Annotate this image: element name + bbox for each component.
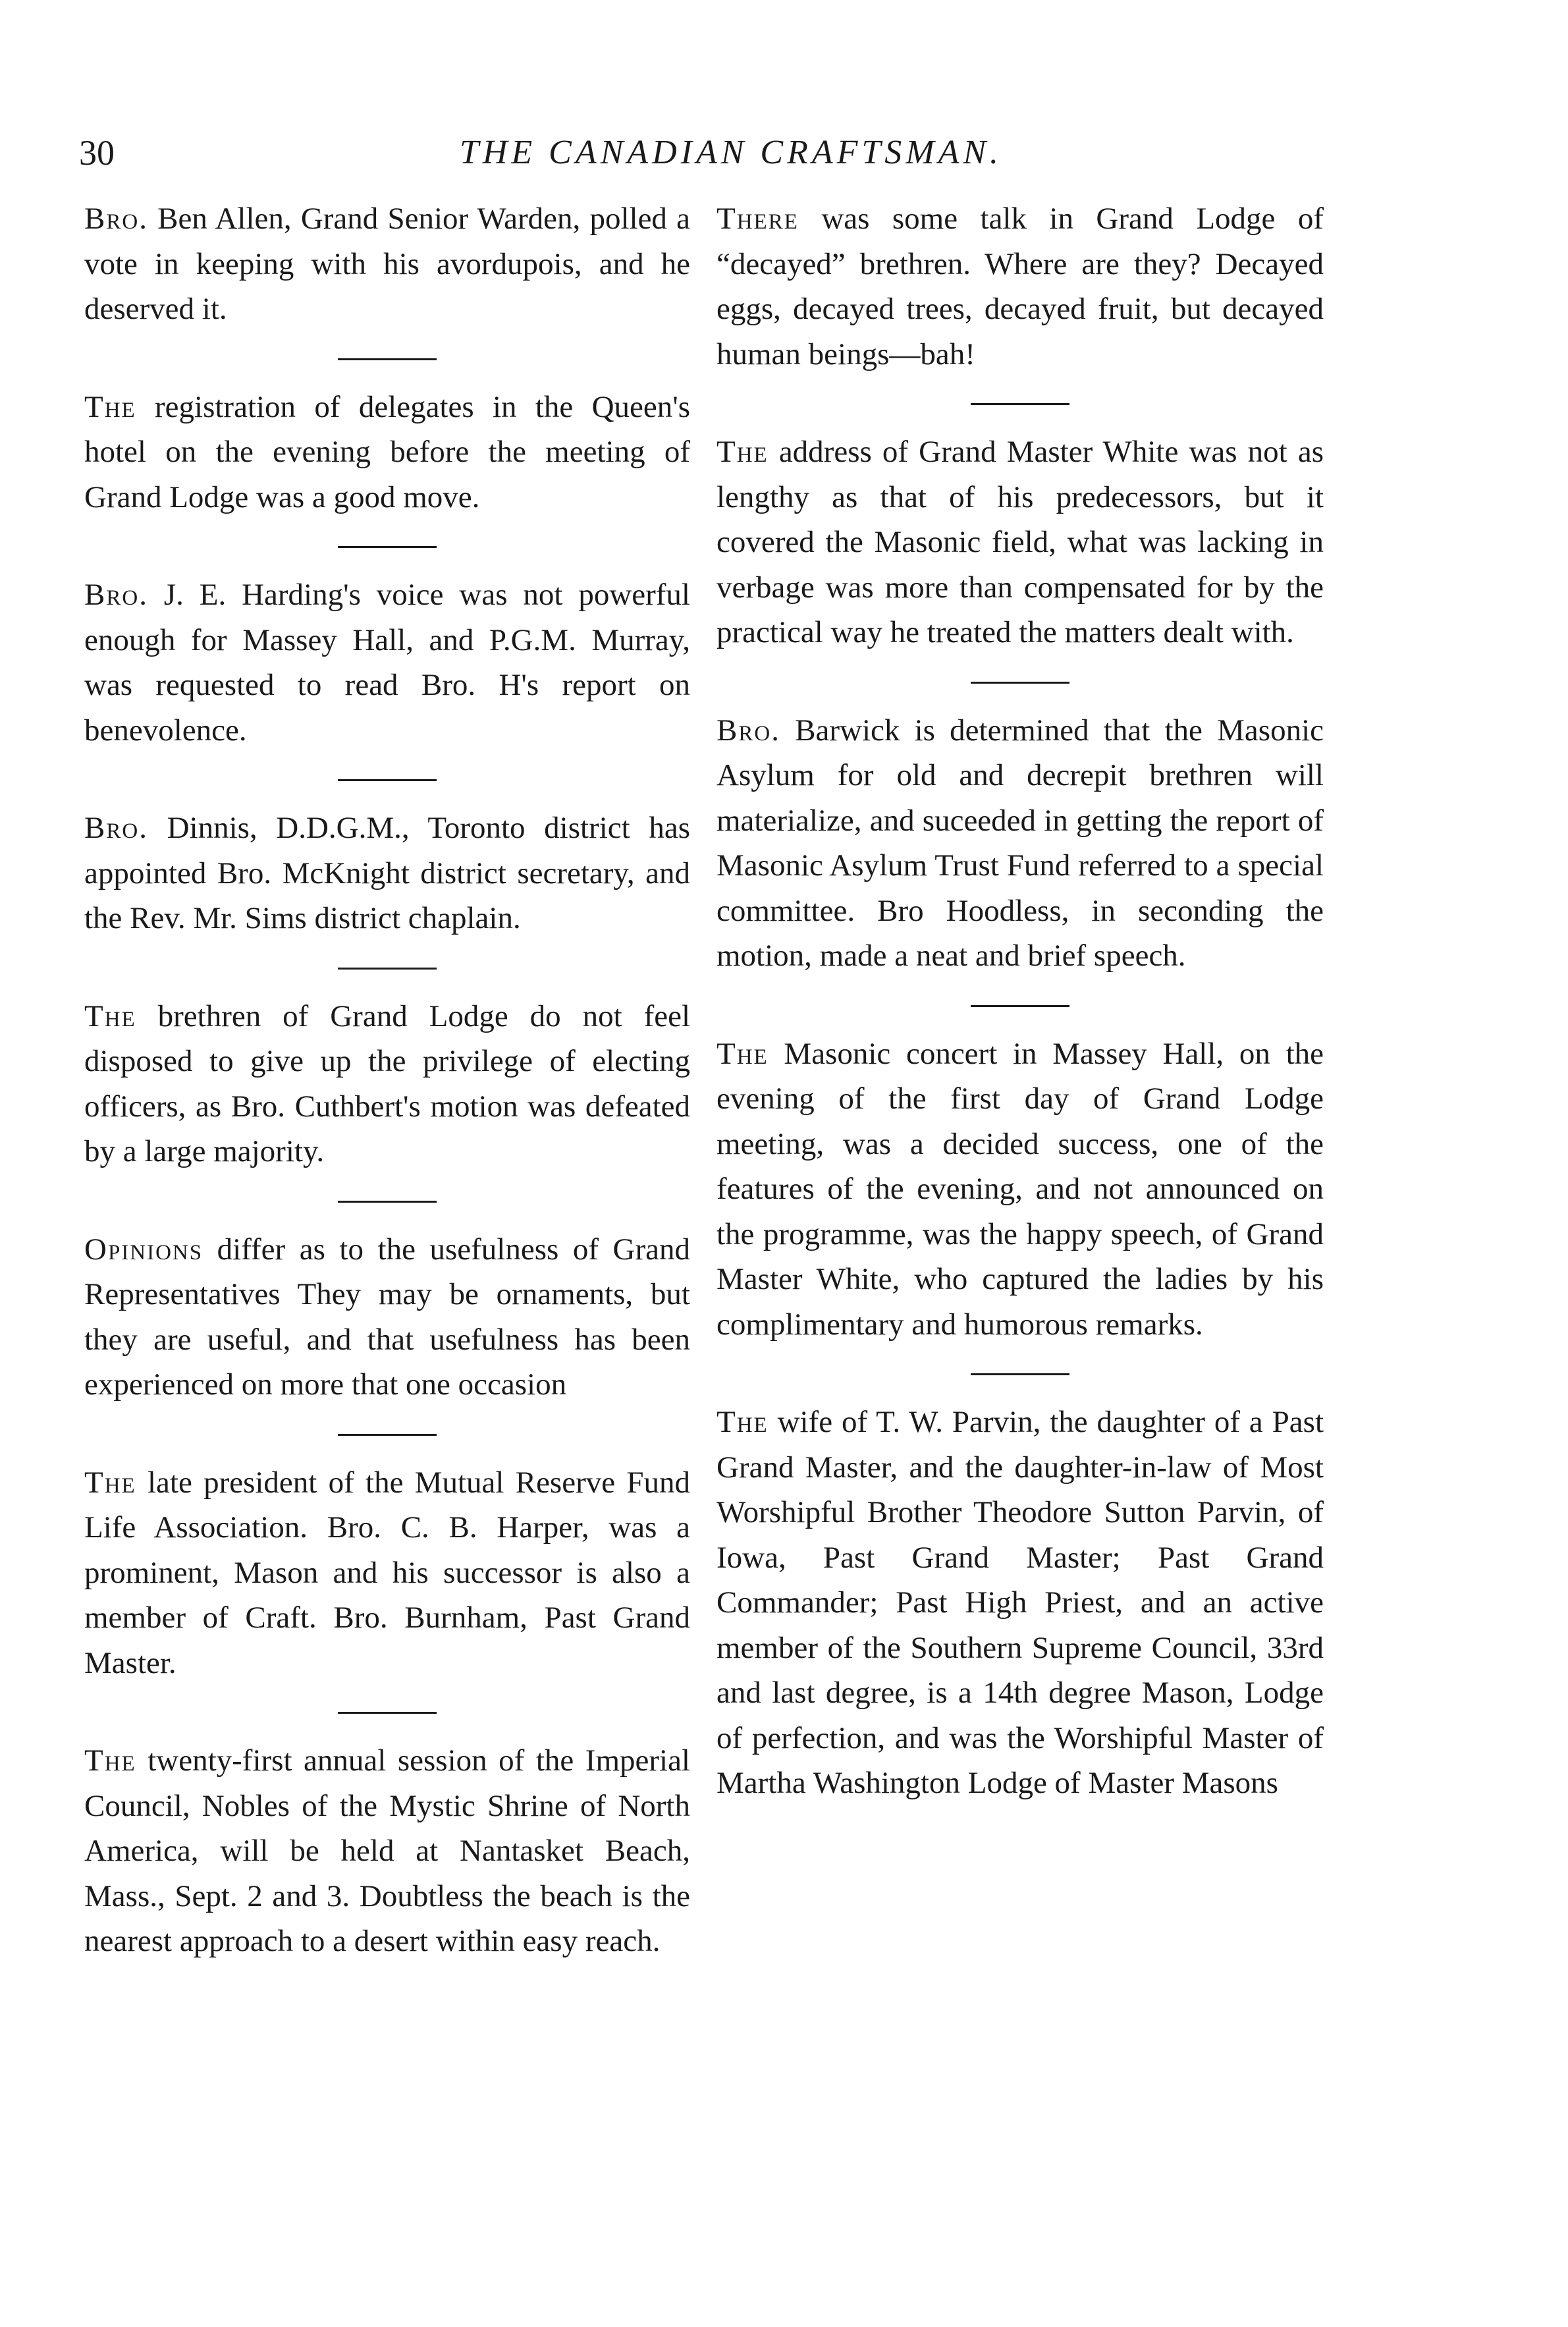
separator-rule: [338, 968, 437, 970]
separator-rule: [338, 358, 437, 360]
item-text: wife of T. W. Parvin, the daughter of a Past Grand Master, and the daughter-in-law of Most Worshipful Brother Theodore Sutton Parvin, of Iowa, Past Grand Master; Past Grand Commander; Past High Priest, and an active member of the Southern Supreme Council, 33rd and last degree, is a 14th degree Mason, Lodge of perfection, and was the Worshipful Master of Martha Washington Lodge of Master Masons: [716, 1405, 1324, 1800]
item-lead: The: [716, 435, 769, 469]
item-text: Dinnis, D.D.G.M., Toronto district has appointed Bro. McKnight district secretary, and the Rev. Mr. Sims district chaplain.: [84, 811, 690, 935]
right-column: [716, 196, 1324, 1806]
news-item: [84, 1738, 690, 1964]
separator-rule: [338, 1434, 437, 1436]
item-text: Masonic concert in Massey Hall, on the evening of the first day of Grand Lodge meeting, was a decided success, one of the features of the evening, and not announced on the programme, was the happy speech, of Grand Master White, who captured the ladies by his complimentary and humorous remarks.: [716, 1036, 1324, 1342]
item-text: was some talk in Grand Lodge of “decayed” brethren. Where are they? Decayed eggs, decayed trees, decayed fruit, but decayed human beings—bah!: [716, 202, 1324, 371]
item-text: differ as to the usefulness of Grand Representatives They may be ornaments, but they are useful, and that usefulness has been experienced on more that one occasion: [84, 1232, 690, 1402]
separator-rule: [971, 1005, 1069, 1007]
separator-rule: [338, 1712, 437, 1714]
item-lead: The: [84, 389, 136, 424]
separator-rule: [971, 403, 1069, 405]
item-text: registration of delegates in the Queen's hotel on the evening before the meeting of Grand Lodge was a good move.: [84, 389, 690, 514]
news-item: [716, 1400, 1324, 1806]
item-lead: The: [84, 1743, 136, 1778]
item-text: twenty-first annual session of the Imperial Council, Nobles of the Mystic Shrine of North America, will be held at Nantasket Beach, Mass., Sept. 2 and 3. Doubtless the beach is the nearest approach to a desert within easy reach.: [84, 1743, 690, 1958]
item-text: late president of the Mutual Reserve Fund Life Association. Bro. C. B. Harper, was a prominent, Mason and his successor is also a member of Craft. Bro. Burnham, Past Grand Master.: [84, 1465, 690, 1680]
item-lead: The: [84, 999, 136, 1033]
news-item: [84, 806, 690, 941]
item-lead: The: [84, 1465, 136, 1500]
item-lead: Bro.: [84, 202, 148, 236]
separator-rule: [971, 682, 1069, 684]
news-item: [84, 196, 690, 332]
item-lead: Bro.: [84, 578, 148, 612]
item-lead: There: [716, 202, 799, 236]
item-text: address of Grand Master White was not as lengthy as that of his predecessors, but it covered the Masonic field, what was lacking in verbage was more than compensated for by the practical way he treated the matters dealt with.: [716, 435, 1324, 649]
item-lead: The: [716, 1036, 769, 1071]
item-lead: Bro.: [716, 713, 780, 748]
item-text: Ben Allen, Grand Senior Warden, polled a vote in keeping with his avordupois, and he deserved it.: [84, 202, 690, 326]
news-item: [84, 385, 690, 520]
left-column: [84, 196, 690, 1964]
running-head: THE CANADIAN CRAFTSMAN.: [459, 134, 1003, 171]
page-number: 30: [79, 133, 115, 173]
item-text: Barwick is determined that the Masonic Asylum for old and decrepit brethren will materialize, and suceeded in getting the report of Masonic Asylum Trust Fund referred to a special committee. Bro Hoodless, in seconding the motion, made a neat and brief speech.: [716, 713, 1324, 973]
news-item: [84, 1460, 690, 1686]
page-header: [79, 132, 1330, 184]
item-lead: The: [716, 1405, 769, 1439]
item-lead: Bro.: [84, 811, 148, 845]
separator-rule: [338, 546, 437, 548]
item-lead: Opinions: [84, 1232, 203, 1267]
news-item: [84, 1227, 690, 1408]
separator-rule: [971, 1373, 1069, 1375]
news-item: [716, 196, 1324, 377]
news-item: [84, 994, 690, 1174]
news-item: [84, 572, 690, 753]
item-text: J. E. Harding's voice was not powerful enough for Massey Hall, and P.G.M. Murray, was requested to read Bro. H's report on benevolence.: [84, 578, 690, 748]
news-item: [716, 708, 1324, 979]
item-text: brethren of Grand Lodge do not feel disposed to give up the privilege of electing officers, as Bro. Cuthbert's motion was defeated by a large majority.: [84, 999, 690, 1168]
separator-rule: [338, 1201, 437, 1203]
separator-rule: [338, 779, 437, 781]
news-item: [716, 429, 1324, 655]
news-item: [716, 1031, 1324, 1348]
